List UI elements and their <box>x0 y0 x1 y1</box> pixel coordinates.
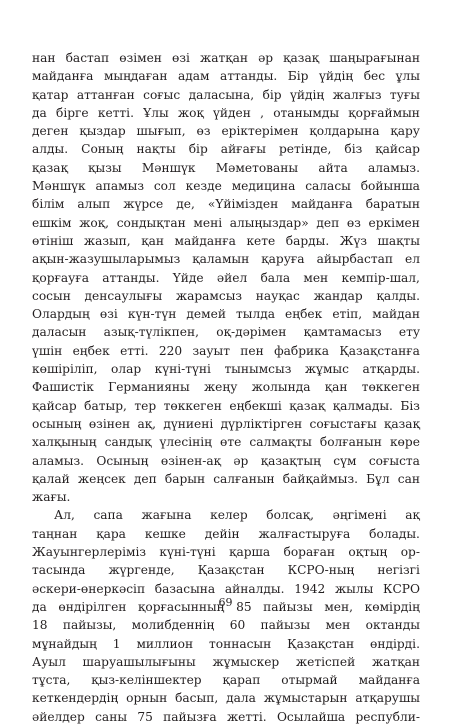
text-line: аламыз. Осының өзінен-ақ әр қазақтың сүм соғыста <box>32 453 420 468</box>
text-line: жағы. <box>32 490 71 505</box>
text-line: қорғауға аттанды. Үйде әйел бала мен кемпір-шал, <box>32 270 420 285</box>
text-line: Мәншүк апамыз сол кезде медицина саласы бойынша <box>32 179 420 194</box>
text-line: алды. Соның нақты бір айғағы ретінде, біз қайсар <box>32 142 420 157</box>
page-body <box>32 49 420 726</box>
text-line: қазақ қызы Мәншүк Мәметованы айта аламыз. <box>32 160 420 175</box>
paragraph <box>32 506 420 726</box>
text-line: үшін еңбек етті. 220 зауыт пен фабрика Қазақстанға <box>32 343 420 358</box>
text-line: тасында жүргенде, Қазақстан КСРО-ның негізгі <box>32 563 420 578</box>
text-line: халқының сандық үлесінің өте салмақты болғанын көре <box>32 435 420 450</box>
text-line: майданға мыңдаған адам аттанды. Бір үйдің бес ұлы <box>32 69 420 84</box>
text-line: қайсар батыр, тер төккеген еңбекші қазақ қалмады. Біз <box>32 398 420 413</box>
text-line: сосын денсаулығы жарамсыз науқас жандар қалды. <box>32 288 420 303</box>
paragraph <box>32 49 420 506</box>
text-line: Ауыл шаруашылығыны жұмыскер жетіспей жатқан <box>32 654 420 669</box>
text-line: 18 пайызы, молибденнің 60 пайызы мен октанды <box>32 618 420 633</box>
text-line: Олардың өзі күн-түн демей тылда еңбек етіп, майдан <box>32 307 420 322</box>
text-line: таңнан қара кешке дейін жалғастыруға болады. <box>32 526 420 541</box>
text-line: өтініш жазып, қан майданға кете барды. Жүз шақты <box>32 233 420 248</box>
text-line: тұста, қыз-келіншектер қарап отырмай майданға <box>32 673 420 688</box>
text-line: білім алып жүрсе де, «Үйімізден майданға баратын <box>32 197 420 212</box>
text-line: осының өзінен ақ, дүниені дүрліктірген соғыстағы қазақ <box>32 416 420 431</box>
text-line: да бірге кетті. Ұлы жоқ үйден , отанымды қорғаймын <box>32 105 420 120</box>
text-line: нан бастап өзімен өзі жатқан әр қазақ шаңырағынан <box>32 51 420 65</box>
text-line: қатар аттанған соғыс даласына, бір үйдің жалғыз туғы <box>32 87 420 102</box>
text-line: деген қыздар шығып, өз еріктерімен қолдарына қару <box>32 124 420 139</box>
text-line: әскери-өнеркәсіп базасына айналды. 1942 жылы КСРО <box>32 581 420 596</box>
text-line: ақын-жазушыларымыз қаламын қаруға айырбастап ел <box>32 252 420 267</box>
text-line: Жауынгерлеріміз күні-түні қарша бораған оқтың ор- <box>32 545 420 560</box>
text-line: әйелдер саны 75 пайызға жетті. Осылайша республи- <box>32 709 420 724</box>
text-line: Ал, сапа жағына келер болсақ, әңгімені ақ <box>54 508 420 523</box>
text-line: да өндірілген қорғасынның 85 пайызы мен, көмірдің <box>32 599 420 614</box>
text-line: ешкім жоқ, сондықтан мені алыңыздар» деп өз еркімен <box>32 215 420 230</box>
page-number: 69 <box>218 596 233 609</box>
text-line: кеткендердің орнын басып, дала жұмыстарын атқарушы <box>32 691 420 706</box>
text-line: мұнайдың 1 миллион тоннасын Қазақстан өндірді. <box>32 636 420 651</box>
text-line: көшіріліп, олар күні-түні тынымсыз жұмыс атқарды. <box>32 362 420 377</box>
text-line: Фашистік Германияны жеңу жолында қан төккеген <box>32 380 420 395</box>
text-line: даласын азық-түлікпен, оқ-дәрімен қамтамасыз ету <box>32 325 420 340</box>
text-line: қалай жеңсек деп барын салғанын байқаймыз. Бұл сан <box>32 471 420 486</box>
